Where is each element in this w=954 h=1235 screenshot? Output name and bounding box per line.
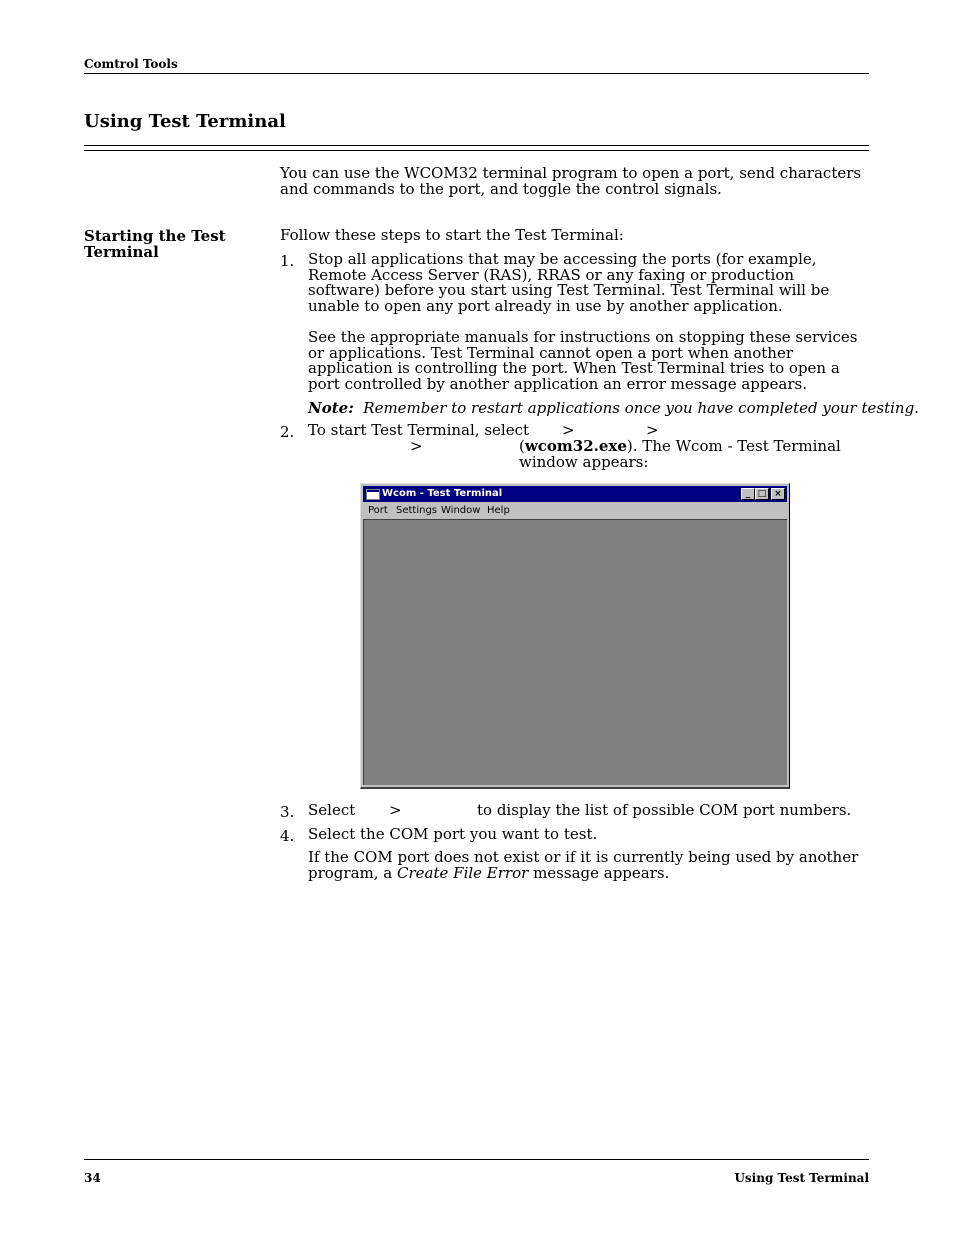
step-4-para-tail: message appears. <box>533 863 670 882</box>
step-2-continuation: (wcom32.exe). The Wcom - Test Terminal window appears: <box>519 437 841 471</box>
header-rule <box>84 73 869 74</box>
window-titlebar <box>363 486 787 502</box>
step-3-number: 3. <box>280 803 295 821</box>
app-window-icon <box>366 489 380 500</box>
step-3-separator: > <box>389 801 402 819</box>
page-number: 34 <box>84 1171 101 1185</box>
step-3-lead: Select <box>308 801 356 819</box>
step-4-para-lead: If the COM port does not exist or if it is currently being used by another program, a <box>308 848 859 882</box>
step-3-tail: to display the list of possible COM port numbers. <box>477 801 852 819</box>
step-1-paragraph: See the appropriate manuals for instructions on stopping these services or applications. Test Terminal cannot open a port when another application is controlling the port. When Test Terminal tries to open a port controlled by another application an error message appears. <box>308 328 858 393</box>
note-label: Note: <box>308 399 354 417</box>
section-rule-top <box>84 145 869 146</box>
intro-paragraph: You can use the WCOM32 terminal program to open a port, send characters and commands to the port, and toggle the control signals. <box>280 164 862 198</box>
window-menubar <box>363 503 787 519</box>
step-2-separator-3: > <box>410 437 423 455</box>
steps-lead: Follow these steps to start the Test Terminal: <box>280 226 624 244</box>
step-2-lead: To start Test Terminal, select <box>308 421 530 439</box>
step-4-text: Select the COM port you want to test. <box>308 825 598 843</box>
step-4-number: 4. <box>280 827 295 845</box>
note-text: Remember to restart applications once you have completed your testing. <box>363 399 919 417</box>
test-terminal-window <box>360 483 790 789</box>
step-2-tail: ). The Wcom - Test Terminal window appears: <box>519 437 841 471</box>
running-footer: Using Test Terminal <box>734 1171 869 1185</box>
window-client-area <box>363 519 787 785</box>
error-name: Create File Error <box>397 863 529 882</box>
section-title: Using Test Terminal <box>84 111 286 132</box>
exe-name: wcom32.exe <box>524 437 627 455</box>
footer-rule <box>84 1159 869 1160</box>
step-1-text: Stop all applications that may be accessing the ports (for example, Remote Access Server (RAS), RRAS or any faxing or production software) before you start using Test Terminal. Test Terminal will be unable to open any port already in use by another application. <box>308 250 830 315</box>
step-1-number: 1. <box>280 252 295 270</box>
minimize-button[interactable]: _ <box>741 488 755 500</box>
menu-help[interactable]: Help <box>487 505 510 516</box>
subsection-heading: Starting the Test Terminal <box>84 227 226 261</box>
close-button[interactable]: × <box>771 488 785 500</box>
menu-window[interactable]: Window <box>441 505 481 516</box>
step-4-paragraph <box>308 850 868 881</box>
step-1-note <box>308 399 919 417</box>
menu-settings[interactable]: Settings <box>396 505 438 516</box>
step-2-separator-2: > <box>646 421 659 439</box>
running-header: Comtrol Tools <box>84 57 178 71</box>
section-rule-bottom <box>84 150 869 151</box>
maximize-button[interactable]: □ <box>755 488 769 500</box>
menu-port[interactable]: Port <box>368 505 388 516</box>
step-2-number: 2. <box>280 423 295 441</box>
step-2-separator-1: > <box>562 421 575 439</box>
window-title: Wcom - Test Terminal <box>382 488 503 499</box>
